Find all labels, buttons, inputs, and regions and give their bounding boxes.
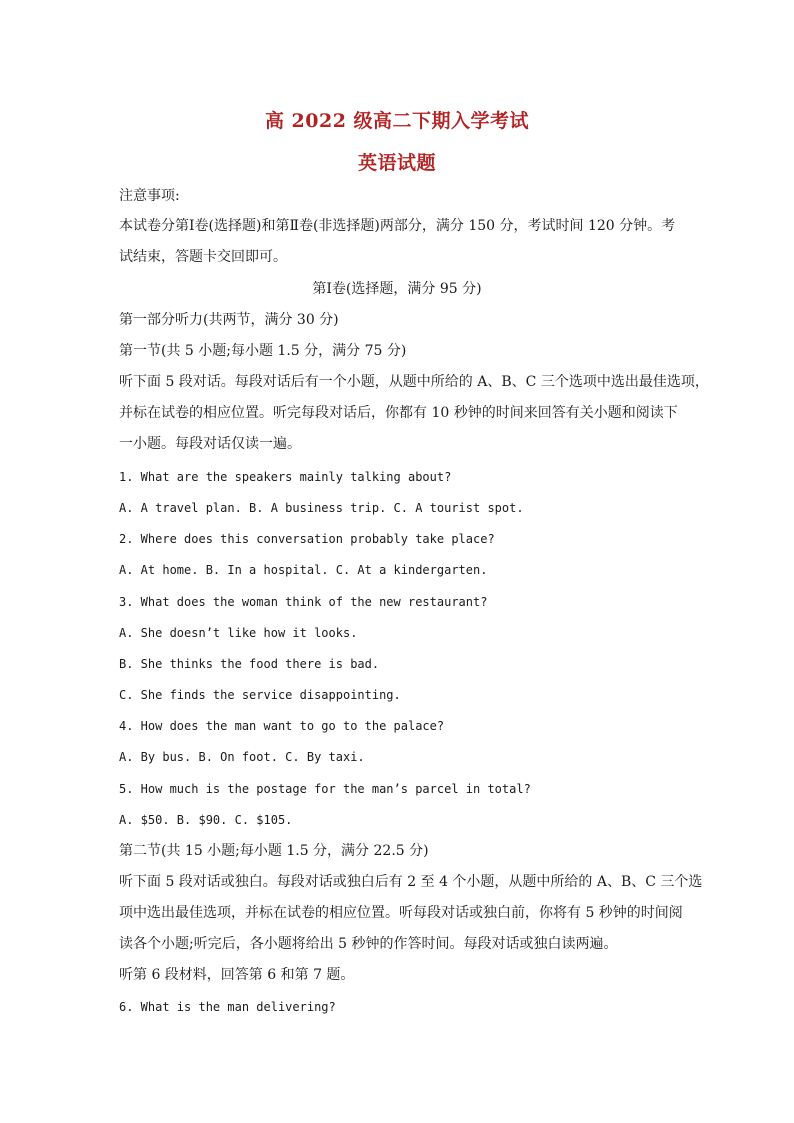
notes-line-2: 试结束，答题卡交回即可。 <box>119 249 287 265</box>
question-2: 2. Where does this conversation probably take place? <box>119 532 495 546</box>
question-5-options: A. $50. B. $90. C. $105. <box>119 813 293 827</box>
part1-heading: 第一部分听力(共两节，满分 30 分) <box>119 312 339 328</box>
question-5: 5. How much is the postage for the man’s parcel in total? <box>119 782 531 796</box>
section2-instruction-3: 读各个小题;听完后，各小题将给出 5 秒钟的作答时间。每段对话或独白读两遍。 <box>119 936 618 952</box>
question-4: 4. How does the man want to go to the palace? <box>119 719 445 733</box>
notes-line-1: 本试卷分第Ⅰ卷(选择题)和第Ⅱ卷(非选择题)两部分，满分 150 分，考试时间 120 分钟。考 <box>119 218 676 234</box>
question-3: 3. What does the woman think of the new restaurant? <box>119 595 488 609</box>
question-3-option-b: B. She thinks the food there is bad. <box>119 657 380 671</box>
section1-instruction-1: 听下面 5 段对话。每段对话后有一个小题，从题中所给的 A、B、C 三个选项中选出最佳选项， <box>119 374 709 390</box>
question-4-options: A. By bus. B. On foot. C. By taxi. <box>119 750 365 764</box>
section1-heading: 第一节(共 5 小题;每小题 1.5 分，满分 75 分) <box>119 343 407 359</box>
section1-instruction-2: 并标在试卷的相应位置。听完每段对话后，你都有 10 秒钟的时间来回答有关小题和阅读下 <box>119 405 678 421</box>
section1-instruction-3: 一小题。每段对话仅读一遍。 <box>119 436 301 452</box>
section2-heading: 第二节(共 15 小题;每小题 1.5 分，满分 22.5 分) <box>119 843 429 859</box>
section2-instruction-2: 项中选出最佳选项，并标在试卷的相应位置。听每段对话或独白前，你将有 5 秒钟的时间阅 <box>119 905 683 921</box>
question-2-options: A. At home. B. In a hospital. C. At a kindergarten. <box>119 563 488 577</box>
question-3-option-c: C. She finds the service disappointing. <box>119 688 401 702</box>
section2-instruction-1: 听下面 5 段对话或独白。每段对话或独白后有 2 至 4 个小题，从题中所给的 A、B、C 三个选 <box>119 874 703 890</box>
question-3-option-a: A. She doesn’t like how it looks. <box>119 626 358 640</box>
exam-subtitle: 英语试题 <box>357 152 436 174</box>
question-1-options: A. A travel plan. B. A business trip. C. A tourist spot. <box>119 501 524 515</box>
exam-title: 高 2022 级高二下期入学考试 <box>264 110 530 132</box>
question-6: 6. What is the man delivering? <box>119 1000 336 1014</box>
volume1-heading: 第Ⅰ卷(选择题，满分 95 分) <box>312 281 482 297</box>
notes-heading: 注意事项: <box>119 188 180 204</box>
material-6-instruction: 听第 6 段材料，回答第 6 和第 7 题。 <box>119 967 355 983</box>
question-1: 1. What are the speakers mainly talking about? <box>119 470 452 484</box>
